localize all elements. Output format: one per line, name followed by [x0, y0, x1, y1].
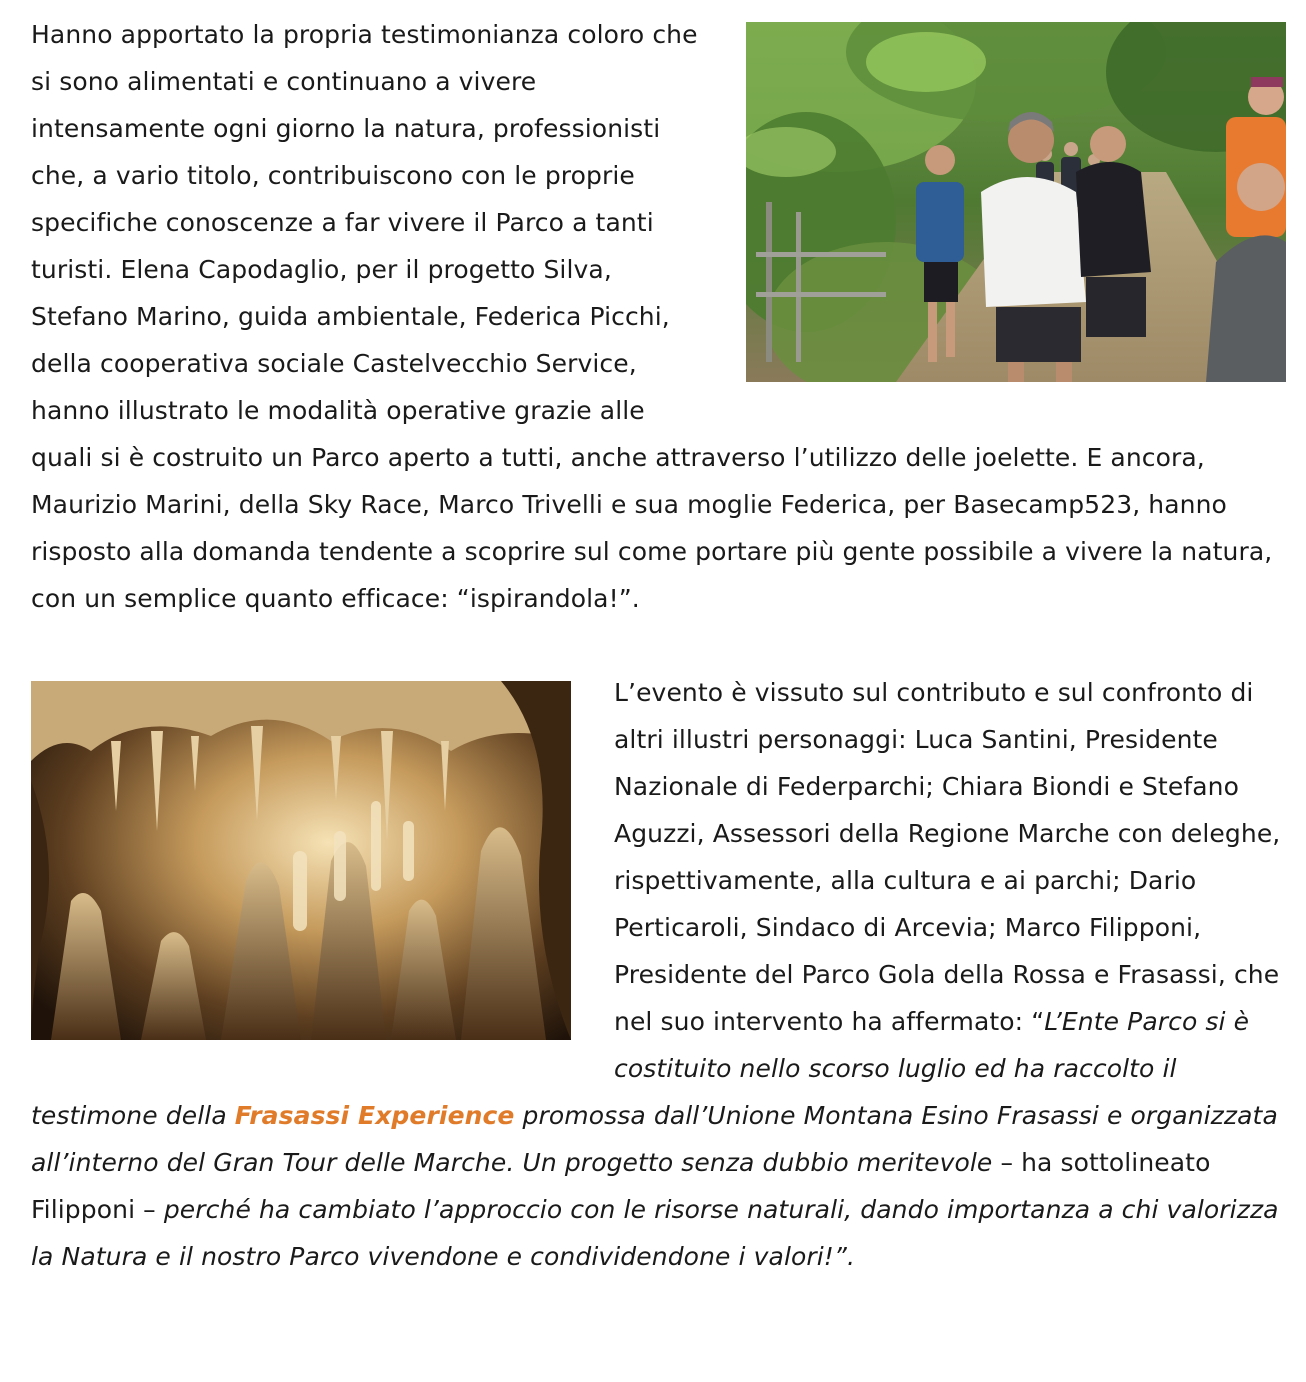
quote-part-2: promossa dall’Unione Montana Esino Frasassi e organizzata all’interno del Gran Tour delle Marche. Un progetto senza dubbio meritevole — [31, 1101, 1278, 1177]
frasassi-experience-link[interactable]: Frasassi Experience — [234, 1101, 515, 1130]
article-paragraph-1: Hanno apportato la propria testimonianza coloro che si sono alimentati e continuano a vivere intensamente ogni giorno la natura, professionisti che, a vario titolo, contribuiscono con le proprie specifiche conoscenze a far vivere il Parco a tanti turisti. Elena Capodaglio, per il progetto Silva, Stefano Marino, guida ambientale, Federica Picchi, della cooperativa sociale Castelvecchio Service, hanno illustrato le modalità operative grazie alle quali si è costruito un Parco aperto a tutti, anche attraverso l’utilizzo delle joelette. E ancora, Maurizio Marini, della Sky Race, Marco Trivelli e sua moglie Federica, per Basecamp523, hanno risposto alla domanda tendente a scoprire sul come portare più gente possibile a vivere la natura, con un semplice quanto efficace: “ispirandola!”. — [31, 20, 1273, 613]
quote-part-3: perché ha cambiato l’approccio con le risorse naturali, dando importanza a chi valorizza la Natura e il nostro Parco vivendone e condividendone i valori!”. — [31, 1195, 1279, 1271]
quote-attribution: – ha sottolineato Filipponi – — [31, 1148, 1211, 1224]
quote-part-1: L’Ente Parco si è costituito nello scorso luglio ed ha raccolto il testimone della — [31, 1007, 1250, 1130]
cave-illustration — [31, 681, 571, 1040]
article-body — [31, 0, 1285, 1280]
cave-stalactites-photo — [31, 681, 571, 1040]
runners-trail-photo — [746, 22, 1286, 382]
runners-trail-illustration — [746, 22, 1286, 382]
paragraph-2-intro: L’evento è vissuto sul contributo e sul confronto di altri illustri personaggi: Luca Santini, Presidente Nazionale di Federparchi; Chiara Biondi e Stefano Aguzzi, Assessori della Regione Marche con deleghe, rispettivamente, alla cultura e ai parchi; Dario Perticaroli, Sindaco di Arcevia; Marco Filipponi, Presidente del Parco Gola della Rossa e Frasassi, che nel suo intervento ha affermato: “ — [614, 678, 1281, 1036]
